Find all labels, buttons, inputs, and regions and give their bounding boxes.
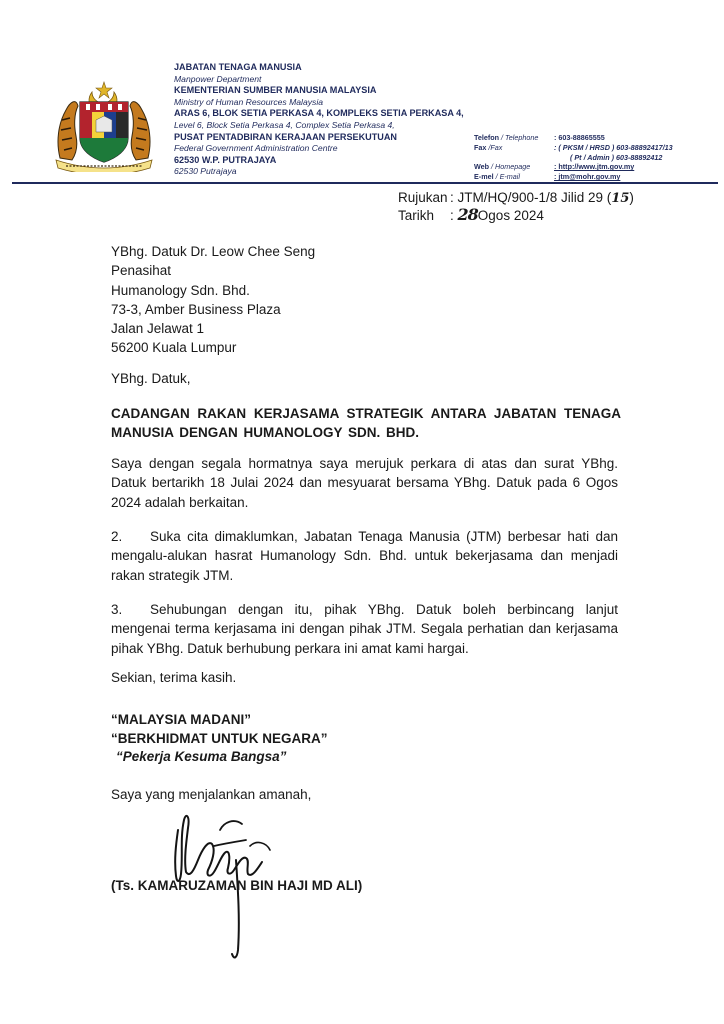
- postcode: 62530 W.P. PUTRAJAYA: [174, 154, 277, 165]
- slogan-1: “MALAYSIA MADANI”: [111, 712, 252, 727]
- tarikh-colon: :: [450, 207, 454, 223]
- postcode-en: 62530 Putrajaya: [174, 166, 237, 177]
- web-row: [474, 162, 719, 172]
- fax-row: [474, 143, 719, 153]
- subject-heading: CADANGAN RAKAN KERJASAMA STRATEGIK ANTARA JABATAN TENAGA MANUSIA DENGAN HUMANOLOGY SDN. BHD.: [111, 406, 621, 441]
- fax-row-2: [474, 153, 719, 163]
- email-label: E-mel / E-mail: [474, 172, 520, 182]
- fax-value-2: ( Pt / Admin ) 603-88892412: [570, 152, 663, 162]
- recipient-company: Humanology Sdn. Bhd.: [111, 282, 250, 298]
- signer-name: (Ts. KAMARUZAMAN BIN HAJI MD ALI): [111, 878, 363, 893]
- paragraph-3-number: 3.: [111, 602, 123, 617]
- recipient-address-line-2: Jalan Jelawat 1: [111, 321, 205, 337]
- tarikh-label: Tarikh: [398, 207, 435, 223]
- rujukan-handwritten-number: 15: [611, 191, 630, 206]
- closing-line: Sekian, terima kasih.: [111, 670, 237, 685]
- tarikh-month-year: Ogos 2024: [477, 207, 544, 223]
- paragraph-2-text: Suka cita dimaklumkan, Jabatan Tenaga Manusia (JTM) berbesar hati dan mengalu-alukan hasrat Humanology Sdn. Bhd. untuk bekerjasama dan menjadi rakan strategik JTM.: [111, 529, 618, 583]
- rujukan-label: Rujukan: [398, 190, 448, 205]
- trust-line: Saya yang menjalankan amanah,: [111, 787, 312, 802]
- fax-label: Fax /Fax: [474, 142, 503, 152]
- paragraph-3: [111, 600, 618, 658]
- address-line: ARAS 6, BLOK SETIA PERKASA 4, KOMPLEKS SETIA PERKASA 4,: [174, 108, 464, 119]
- ministry-name: KEMENTERIAN SUMBER MANUSIA MALAYSIA: [174, 85, 377, 96]
- coat-of-arms-icon: [52, 80, 156, 172]
- slogan-3: “Pekerja Kesuma Bangsa”: [116, 749, 287, 764]
- telephone-label: Telefon / Telephone: [474, 133, 539, 142]
- recipient-address-line-3: 56200 Kuala Lumpur: [111, 340, 237, 356]
- fax-value: : ( PKSM / HRSD ) 603-88892417/13: [554, 142, 673, 152]
- web-link[interactable]: : http://www.jtm.gov.my: [554, 162, 635, 172]
- address-line-en: Level 6, Block Setia Perkasa 4, Complex Setia Perkasa 4,: [174, 119, 395, 130]
- slogan-2: “BERKHIDMAT UNTUK NEGARA”: [111, 730, 328, 746]
- ministry-name-en: Ministry of Human Resources Malaysia: [174, 96, 324, 107]
- telephone-value: : 603-88865555: [554, 133, 605, 142]
- web-label: Web / Homepage: [474, 162, 531, 172]
- email-row: [474, 172, 719, 182]
- recipient-name: YBhg. Datuk Dr. Leow Chee Seng: [111, 244, 316, 259]
- recipient-address: [111, 242, 315, 358]
- paragraph-1: Saya dengan segala hormatnya saya merujuk perkara di atas dan surat YBhg. Datuk bertarikh 18 Julai 2024 dan mesyuarat bersama YBhg. Datuk pada 6 Ogos 2024 adalah berkaitan.: [111, 456, 618, 510]
- slogans: [111, 711, 328, 767]
- recipient-address-line-1: 73-3, Amber Business Plaza: [111, 301, 281, 317]
- recipient-title: Penasihat: [111, 263, 172, 279]
- rujukan-close: ): [629, 190, 634, 205]
- department-name-en: Manpower Department: [174, 73, 262, 84]
- salutation: YBhg. Datuk,: [111, 371, 191, 386]
- rujukan-row: [398, 190, 634, 207]
- tarikh-row: [398, 204, 634, 224]
- department-name: JABATAN TENAGA MANUSIA: [174, 62, 302, 72]
- admin-centre-en: Federal Government Administration Centre: [174, 143, 338, 154]
- contact-block: [474, 133, 719, 182]
- letterhead-divider: [12, 182, 718, 184]
- email-link[interactable]: : jtm@mohr.gov.my: [554, 172, 621, 182]
- paragraph-3-text: Sehubungan dengan itu, pihak YBhg. Datuk boleh berbincang lanjut mengenai terma kerjasama ini dengan pihak JTM. Segala perhatian dan kerjasama pihak YBhg. Datuk berhubung perkara ini amat kami hargai.: [111, 602, 618, 656]
- telephone-row: [474, 133, 719, 143]
- tarikh-handwritten-day: 28: [457, 204, 478, 224]
- admin-centre: PUSAT PENTADBIRAN KERAJAAN PERSEKUTUAN: [174, 131, 397, 142]
- paragraph-2-number: 2.: [111, 529, 123, 544]
- reference-block: [398, 190, 634, 223]
- paragraph-2: [111, 527, 618, 585]
- rujukan-value: : JTM/HQ/900-1/8 Jilid 29 (: [450, 190, 612, 205]
- letterhead: [174, 62, 474, 178]
